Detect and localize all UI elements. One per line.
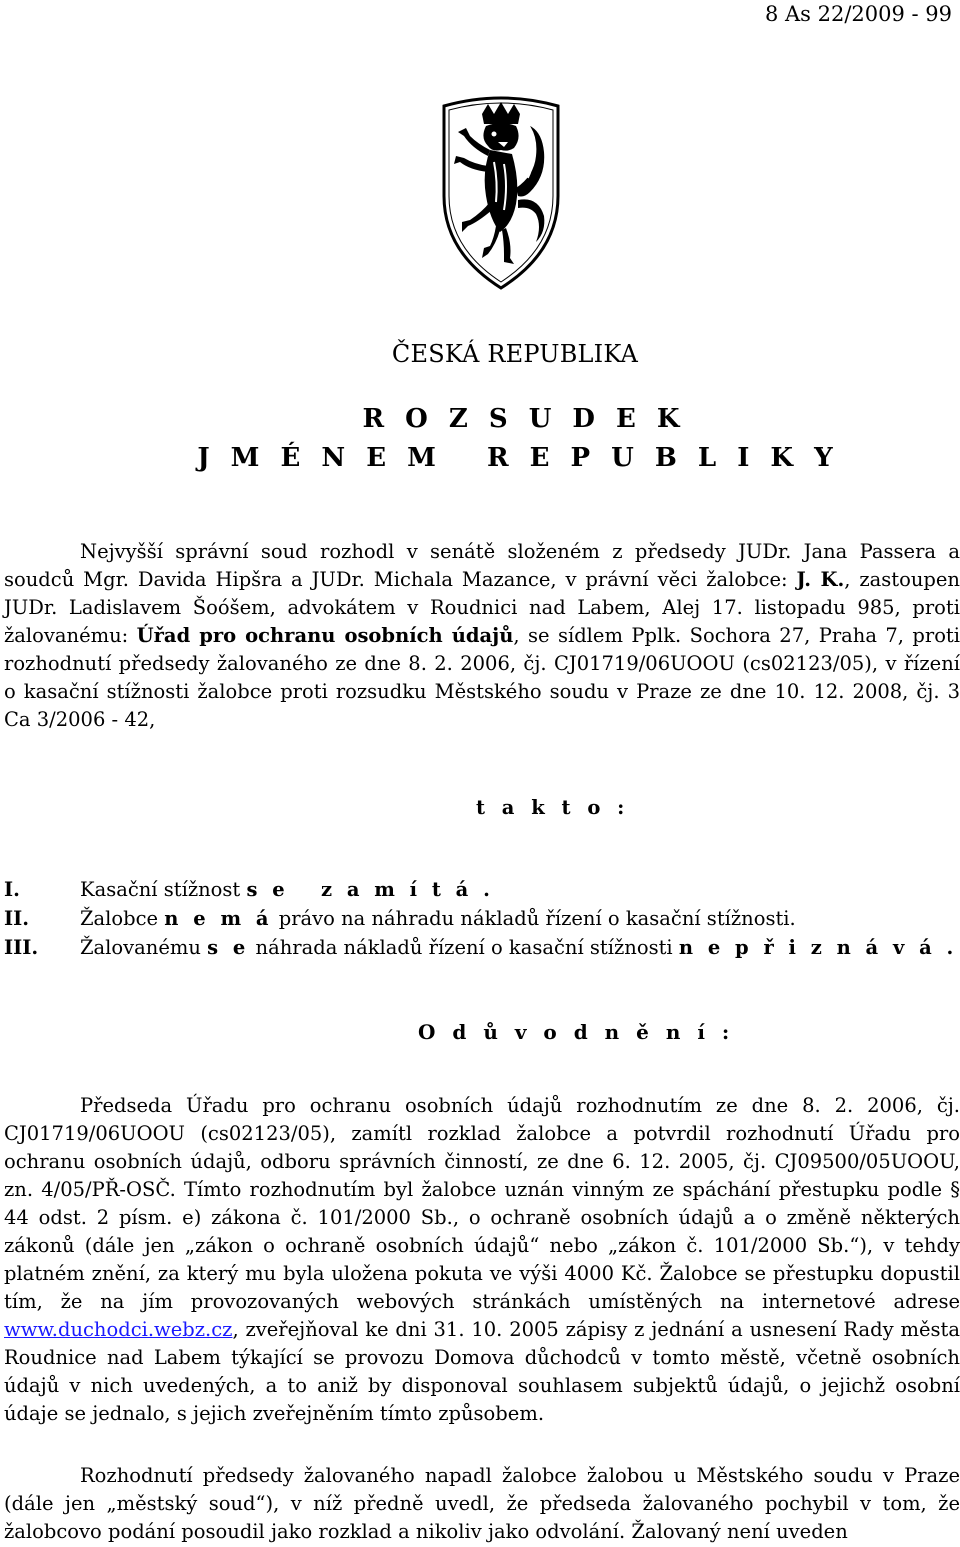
czech-coat-of-arms-icon — [438, 92, 564, 292]
verdict-item — [4, 936, 960, 965]
intro-text-1: Nejvyšší správní soud rozhodl v senátě složeném z předsedy JUDr. Jana Passera a soudců Mgr. Davida Hipšra a JUDr. Michala Mazance, v právní věci žalobce: — [4, 540, 960, 591]
judgment-subtitle: J M É N E M R E P U B L I K Y — [197, 443, 839, 473]
reasoning-text: Předseda Úřadu pro ochranu osobních údajů rozhodnutím ze dne 8. 2. 2006, čj. CJ01719/06UOOU (cs02123/05), zamítl rozklad žalobce a potvrdil rozhodnutí Úřadu pro ochranu osobních údajů, odboru správních činností, ze dne 6. 12. 2005, čj. CJ09500/05UOOU, zn. 4/05/PŘ-OSČ. Tímto rozhodnutím byl žalobce uznán vinným ze spáchání přestupku podle § 44 odst. 2 písm. e) zákona č. 101/2000 Sb., o ochraně osobních údajů a o změně některých zákonů (dále jen „zákon o ochraně osobních údajů“ nebo „zákon č. 101/2000 Sb.“), v tehdy platném znění, za který mu byla uložena pokuta ve výši 4000 Kč. Žalobce se přestupku dopustil tím, že na jím provozovaných webových stránkách umístěných na internetové adrese — [4, 1094, 960, 1313]
plaintiff-name: J. K. — [796, 568, 845, 591]
verdict-text: Kasační stížnost — [80, 878, 247, 901]
verdict-emphasis: n e m á — [164, 907, 273, 930]
verdict-item — [4, 878, 960, 907]
verdict-text: náhrada nákladů řízení o kasační stížnosti — [249, 936, 679, 959]
verdict-number: III. — [4, 936, 39, 959]
judgment-title: R O Z S U D E K — [362, 404, 686, 434]
verdict-emphasis: s e — [207, 936, 250, 959]
verdict-emphasis: s e z a m í t á . — [246, 878, 494, 901]
takto-heading: t a k t o : — [476, 796, 630, 819]
intro-text-2: , zastoupen JUDr. Ladislavem Šoóšem, advokátem v Roudnici nad Labem, Alej 17. listopadu 985, proti žalovanému: — [4, 568, 960, 647]
reasoning-text: , zveřejňoval ke dni 31. 10. 2005 zápisy z jednání a usnesení Rady města Roudnice nad Labem týkající se provozu Domova důchodců v tomto městě, včetně osobních údajů v nich uvedených, a to aniž by disponoval souhlasem subjektů údajů, o jejichž osobní údaje se jednalo, s jejich zveřejněním tímto způsobem. — [4, 1318, 960, 1425]
country-heading: ČESKÁ REPUBLIKA — [391, 340, 639, 368]
reasoning-paragraph — [4, 1462, 960, 1546]
intro-paragraph — [4, 538, 960, 734]
reasoning-text: Rozhodnutí předsedy žalovaného napadl žalobce žalobou u Městského soudu v Praze (dále jen „městský soud“), v níž předně uvedl, že předseda žalovaného pochybil v tom, že žalobcovo podání posoudil jako rozklad a nikoliv jako odvolání. Žalovaný není uveden — [4, 1464, 960, 1543]
verdict-item — [4, 907, 960, 936]
verdict-number: II. — [4, 907, 30, 930]
website-link[interactable]: www.duchodci.webz.cz — [4, 1318, 233, 1341]
verdict-text: Žalobce — [80, 907, 165, 930]
reasoning-paragraph — [4, 1092, 960, 1428]
reasoning-heading: O d ů v o d n ě n í : — [418, 1020, 735, 1044]
verdict-text: právo na náhradu nákladů řízení o kasační stížnosti. — [272, 907, 796, 930]
verdict-number: I. — [4, 878, 20, 901]
verdict-text: Žalovanému — [80, 936, 208, 959]
defendant-name: Úřad pro ochranu osobních údajů — [136, 624, 514, 647]
verdict-emphasis: n e p ř i z n á v á . — [678, 936, 958, 959]
verdict-list — [4, 878, 960, 965]
case-number: 8 As 22/2009 - 99 — [764, 2, 952, 26]
intro-text-3: , se sídlem Pplk. Sochora 27, Praha 7, proti rozhodnutí předsedy žalovaného ze dne 8. 2. 2006, čj. CJ01719/06UOOU (cs02123/05), v řízení o kasační stížnosti žalobce proti rozsudku Městského soudu v Praze ze dne 10. 12. 2008, čj. 3 Ca 3/2006 - 42, — [4, 624, 960, 731]
